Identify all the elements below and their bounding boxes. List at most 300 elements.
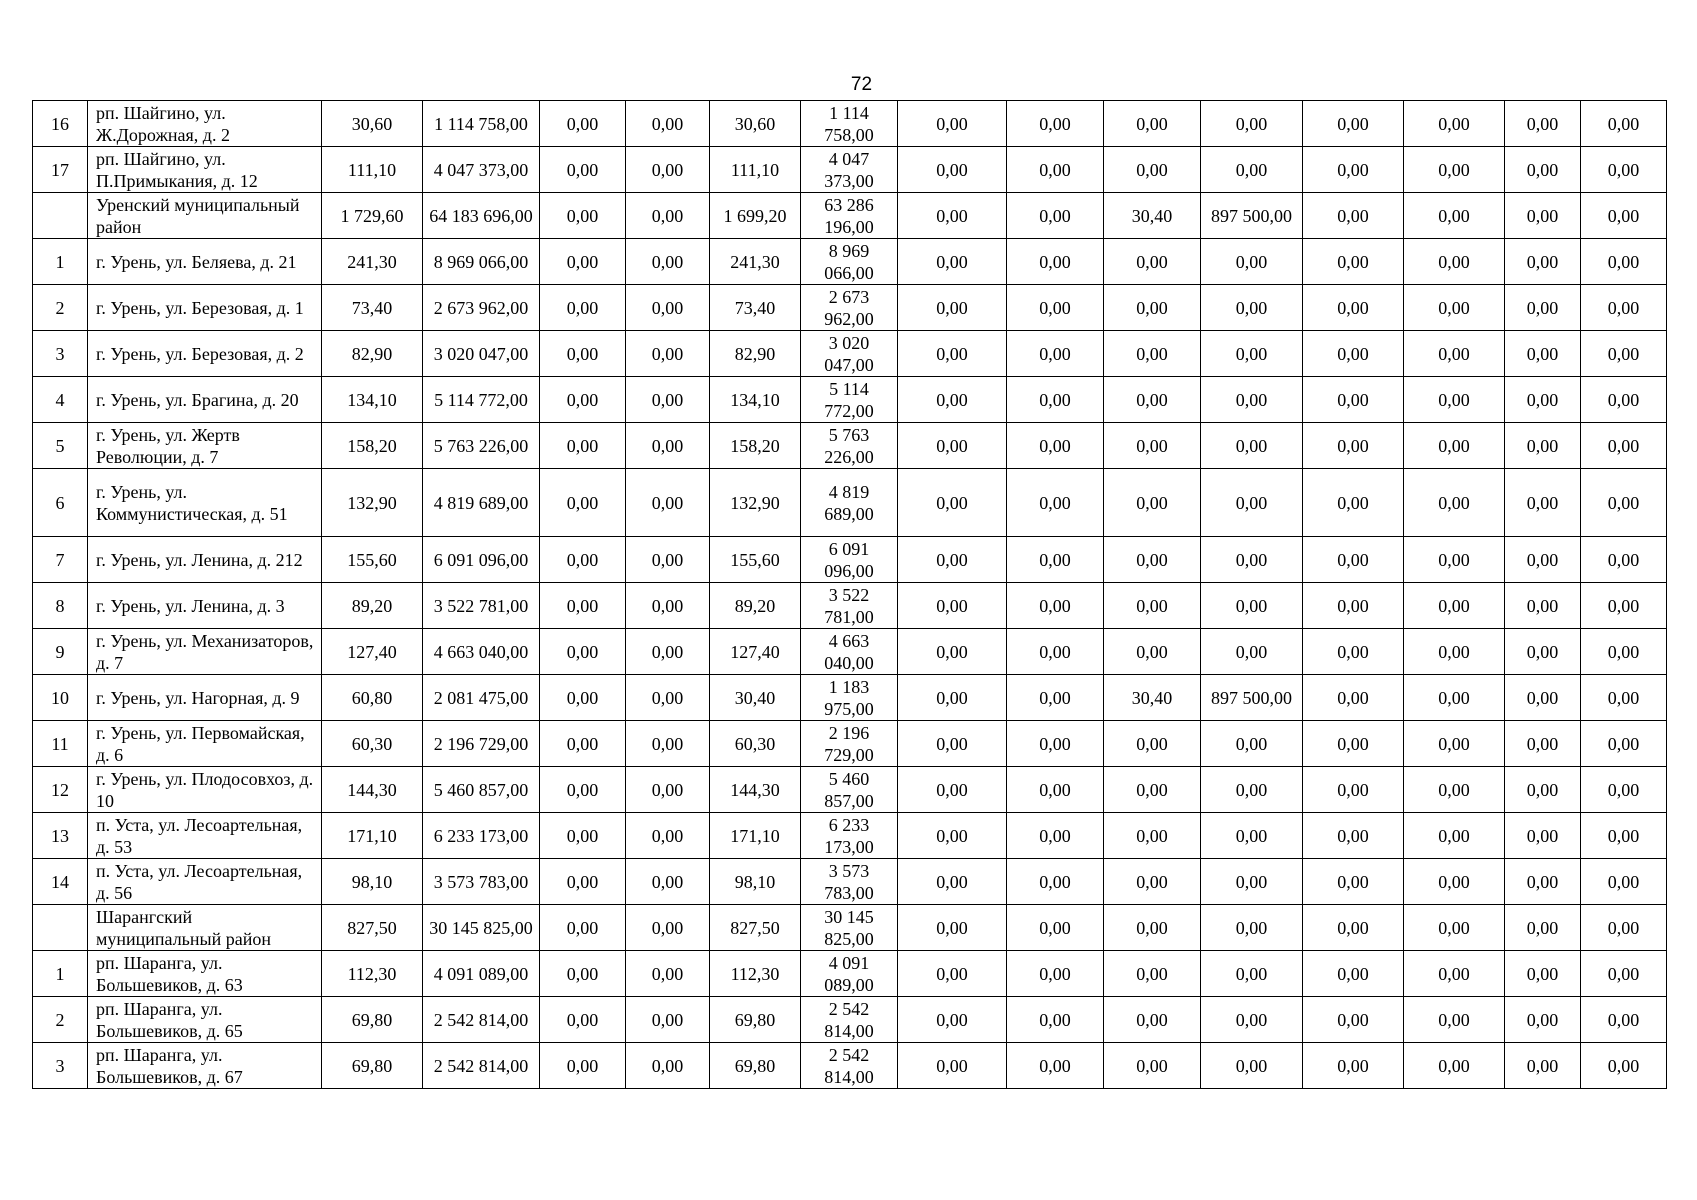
value-cell: 0,00	[1581, 285, 1667, 331]
value-cell: 0,00	[540, 997, 626, 1043]
value-cell: 82,90	[322, 331, 423, 377]
address-cell: рп. Шаранга, ул. Большевиков, д. 67	[88, 1043, 322, 1089]
value-cell: 0,00	[1303, 423, 1404, 469]
value-cell: 0,00	[626, 285, 710, 331]
value-cell: 1 114 758,00	[423, 101, 540, 147]
value-cell: 0,00	[1505, 423, 1581, 469]
value-cell: 98,10	[710, 859, 801, 905]
value-cell: 0,00	[1303, 767, 1404, 813]
value-cell: 0,00	[1201, 469, 1303, 537]
value-cell: 0,00	[1104, 859, 1201, 905]
value-cell: 0,00	[1007, 469, 1104, 537]
value-cell: 0,00	[1201, 629, 1303, 675]
table-row	[33, 675, 1667, 721]
table-row	[33, 629, 1667, 675]
address-cell: рп. Шайгино, ул. П.Примыкания, д. 12	[88, 147, 322, 193]
value-cell: 2 542 814,00	[423, 1043, 540, 1089]
value-cell: 2 542 814,00	[801, 997, 898, 1043]
value-cell: 0,00	[1201, 813, 1303, 859]
value-cell: 0,00	[540, 583, 626, 629]
table-row	[33, 997, 1667, 1043]
address-cell: Шарангский муниципальный район	[88, 905, 322, 951]
value-cell: 0,00	[1201, 583, 1303, 629]
table-row	[33, 239, 1667, 285]
value-cell: 0,00	[626, 905, 710, 951]
value-cell: 89,20	[322, 583, 423, 629]
value-cell: 69,80	[710, 997, 801, 1043]
value-cell: 0,00	[1201, 377, 1303, 423]
value-cell: 60,80	[322, 675, 423, 721]
value-cell: 69,80	[710, 1043, 801, 1089]
table-row	[33, 537, 1667, 583]
value-cell: 241,30	[710, 239, 801, 285]
value-cell: 0,00	[1581, 1043, 1667, 1089]
table-row	[33, 285, 1667, 331]
value-cell: 1 183 975,00	[801, 675, 898, 721]
value-cell: 0,00	[898, 813, 1007, 859]
value-cell: 112,30	[710, 951, 801, 997]
value-cell: 144,30	[322, 767, 423, 813]
value-cell: 0,00	[1104, 101, 1201, 147]
table-row	[33, 101, 1667, 147]
value-cell: 0,00	[1404, 583, 1505, 629]
value-cell: 0,00	[1104, 423, 1201, 469]
value-cell: 0,00	[540, 377, 626, 423]
value-cell: 98,10	[322, 859, 423, 905]
value-cell: 171,10	[710, 813, 801, 859]
value-cell: 0,00	[626, 331, 710, 377]
value-cell: 0,00	[1581, 331, 1667, 377]
value-cell: 155,60	[322, 537, 423, 583]
row-number-cell: 12	[33, 767, 88, 813]
value-cell: 0,00	[898, 147, 1007, 193]
value-cell: 127,40	[710, 629, 801, 675]
value-cell: 73,40	[322, 285, 423, 331]
value-cell: 2 196 729,00	[423, 721, 540, 767]
value-cell: 0,00	[1581, 767, 1667, 813]
value-cell: 0,00	[1303, 859, 1404, 905]
value-cell: 1 114 758,00	[801, 101, 898, 147]
value-cell: 5 763 226,00	[423, 423, 540, 469]
value-cell: 0,00	[1505, 1043, 1581, 1089]
value-cell: 0,00	[1201, 537, 1303, 583]
value-cell: 0,00	[626, 951, 710, 997]
table-row	[33, 859, 1667, 905]
value-cell: 30,40	[1104, 675, 1201, 721]
value-cell: 0,00	[1201, 997, 1303, 1043]
value-cell: 0,00	[1581, 193, 1667, 239]
value-cell: 0,00	[1581, 905, 1667, 951]
value-cell: 30,60	[322, 101, 423, 147]
value-cell: 0,00	[1581, 951, 1667, 997]
value-cell: 0,00	[626, 377, 710, 423]
value-cell: 827,50	[322, 905, 423, 951]
table-row	[33, 423, 1667, 469]
value-cell: 30,60	[710, 101, 801, 147]
value-cell: 0,00	[1505, 101, 1581, 147]
value-cell: 6 091 096,00	[801, 537, 898, 583]
value-cell: 0,00	[1404, 285, 1505, 331]
value-cell: 0,00	[1007, 423, 1104, 469]
value-cell: 0,00	[1404, 997, 1505, 1043]
value-cell: 0,00	[1505, 767, 1581, 813]
address-cell: п. Уста, ул. Лесоартельная, д. 56	[88, 859, 322, 905]
value-cell: 0,00	[1581, 377, 1667, 423]
value-cell: 0,00	[1104, 239, 1201, 285]
value-cell: 0,00	[1007, 1043, 1104, 1089]
value-cell: 0,00	[1303, 147, 1404, 193]
value-cell: 0,00	[540, 905, 626, 951]
value-cell: 4 047 373,00	[423, 147, 540, 193]
value-cell: 0,00	[898, 675, 1007, 721]
table-row	[33, 905, 1667, 951]
value-cell: 6 091 096,00	[423, 537, 540, 583]
value-cell: 241,30	[322, 239, 423, 285]
value-cell: 0,00	[540, 101, 626, 147]
value-cell: 0,00	[1104, 767, 1201, 813]
data-table	[32, 100, 1667, 1089]
value-cell: 8 969 066,00	[801, 239, 898, 285]
value-cell: 0,00	[1007, 331, 1104, 377]
value-cell: 0,00	[626, 767, 710, 813]
value-cell: 0,00	[1581, 675, 1667, 721]
value-cell: 5 114 772,00	[801, 377, 898, 423]
value-cell: 0,00	[540, 193, 626, 239]
value-cell: 5 460 857,00	[423, 767, 540, 813]
value-cell: 0,00	[1007, 583, 1104, 629]
value-cell: 0,00	[1007, 767, 1104, 813]
value-cell: 0,00	[540, 721, 626, 767]
value-cell: 4 091 089,00	[423, 951, 540, 997]
value-cell: 0,00	[626, 469, 710, 537]
value-cell: 134,10	[710, 377, 801, 423]
value-cell: 0,00	[1303, 951, 1404, 997]
value-cell: 5 763 226,00	[801, 423, 898, 469]
table-row	[33, 721, 1667, 767]
value-cell: 0,00	[1104, 997, 1201, 1043]
value-cell: 0,00	[1505, 193, 1581, 239]
value-cell: 30 145 825,00	[801, 905, 898, 951]
table-row	[33, 767, 1667, 813]
value-cell: 0,00	[540, 469, 626, 537]
value-cell: 0,00	[540, 147, 626, 193]
value-cell: 0,00	[1303, 239, 1404, 285]
value-cell: 0,00	[898, 859, 1007, 905]
value-cell: 3 020 047,00	[423, 331, 540, 377]
value-cell: 0,00	[626, 997, 710, 1043]
value-cell: 0,00	[898, 629, 1007, 675]
value-cell: 0,00	[1104, 1043, 1201, 1089]
value-cell: 132,90	[710, 469, 801, 537]
row-number-cell: 6	[33, 469, 88, 537]
value-cell: 0,00	[626, 813, 710, 859]
value-cell: 0,00	[1201, 331, 1303, 377]
value-cell: 112,30	[322, 951, 423, 997]
value-cell: 171,10	[322, 813, 423, 859]
value-cell: 64 183 696,00	[423, 193, 540, 239]
value-cell: 30,40	[1104, 193, 1201, 239]
address-cell: рп. Шаранга, ул. Большевиков, д. 65	[88, 997, 322, 1043]
value-cell: 0,00	[898, 423, 1007, 469]
value-cell: 2 673 962,00	[801, 285, 898, 331]
value-cell: 0,00	[1007, 101, 1104, 147]
value-cell: 1 699,20	[710, 193, 801, 239]
value-cell: 0,00	[1303, 997, 1404, 1043]
address-cell: г. Урень, ул. Беляева, д. 21	[88, 239, 322, 285]
value-cell: 0,00	[1201, 239, 1303, 285]
value-cell: 0,00	[1104, 721, 1201, 767]
value-cell: 0,00	[1505, 629, 1581, 675]
value-cell: 0,00	[1303, 905, 1404, 951]
row-number-cell: 1	[33, 951, 88, 997]
address-cell: п. Уста, ул. Лесоартельная, д. 53	[88, 813, 322, 859]
value-cell: 0,00	[898, 239, 1007, 285]
value-cell: 0,00	[1201, 1043, 1303, 1089]
address-cell: г. Урень, ул. Ленина, д. 212	[88, 537, 322, 583]
value-cell: 69,80	[322, 1043, 423, 1089]
value-cell: 0,00	[898, 193, 1007, 239]
value-cell: 0,00	[626, 583, 710, 629]
value-cell: 158,20	[710, 423, 801, 469]
value-cell: 4 819 689,00	[801, 469, 898, 537]
value-cell: 0,00	[540, 331, 626, 377]
value-cell: 5 114 772,00	[423, 377, 540, 423]
value-cell: 0,00	[626, 239, 710, 285]
value-cell: 0,00	[1201, 859, 1303, 905]
value-cell: 0,00	[1007, 905, 1104, 951]
value-cell: 0,00	[1404, 721, 1505, 767]
value-cell: 827,50	[710, 905, 801, 951]
table-row	[33, 583, 1667, 629]
value-cell: 0,00	[1404, 423, 1505, 469]
address-cell: г. Урень, ул. Первомайская, д. 6	[88, 721, 322, 767]
value-cell: 0,00	[1505, 997, 1581, 1043]
value-cell: 0,00	[1201, 101, 1303, 147]
value-cell: 0,00	[1201, 767, 1303, 813]
address-cell: г. Урень, ул. Жертв Революции, д. 7	[88, 423, 322, 469]
value-cell: 0,00	[1104, 813, 1201, 859]
value-cell: 4 819 689,00	[423, 469, 540, 537]
value-cell: 2 542 814,00	[423, 997, 540, 1043]
value-cell: 0,00	[1303, 285, 1404, 331]
value-cell: 0,00	[1505, 675, 1581, 721]
value-cell: 60,30	[322, 721, 423, 767]
value-cell: 4 663 040,00	[801, 629, 898, 675]
value-cell: 0,00	[1581, 423, 1667, 469]
value-cell: 0,00	[626, 193, 710, 239]
value-cell: 0,00	[1007, 629, 1104, 675]
value-cell: 0,00	[1404, 537, 1505, 583]
value-cell: 0,00	[1404, 905, 1505, 951]
value-cell: 111,10	[710, 147, 801, 193]
table-row	[33, 377, 1667, 423]
value-cell: 897 500,00	[1201, 193, 1303, 239]
value-cell: 3 522 781,00	[801, 583, 898, 629]
value-cell: 0,00	[626, 721, 710, 767]
table-row	[33, 1043, 1667, 1089]
value-cell: 0,00	[1581, 101, 1667, 147]
value-cell: 0,00	[1505, 377, 1581, 423]
value-cell: 0,00	[1104, 905, 1201, 951]
value-cell: 0,00	[1404, 193, 1505, 239]
address-cell: г. Урень, ул. Березовая, д. 2	[88, 331, 322, 377]
table-row	[33, 147, 1667, 193]
value-cell: 0,00	[1104, 629, 1201, 675]
value-cell: 0,00	[1581, 239, 1667, 285]
value-cell: 0,00	[1007, 537, 1104, 583]
address-cell: г. Урень, ул. Брагина, д. 20	[88, 377, 322, 423]
value-cell: 2 081 475,00	[423, 675, 540, 721]
value-cell: 0,00	[1404, 813, 1505, 859]
value-cell: 0,00	[1505, 721, 1581, 767]
value-cell: 8 969 066,00	[423, 239, 540, 285]
value-cell: 0,00	[1007, 377, 1104, 423]
value-cell: 0,00	[1007, 675, 1104, 721]
row-number-cell: 8	[33, 583, 88, 629]
table-row	[33, 193, 1667, 239]
value-cell: 0,00	[540, 1043, 626, 1089]
value-cell: 0,00	[540, 767, 626, 813]
value-cell: 0,00	[1201, 721, 1303, 767]
value-cell: 0,00	[1404, 951, 1505, 997]
value-cell: 0,00	[1007, 859, 1104, 905]
value-cell: 0,00	[1581, 721, 1667, 767]
row-number-cell: 2	[33, 997, 88, 1043]
value-cell: 0,00	[1303, 377, 1404, 423]
value-cell: 4 091 089,00	[801, 951, 898, 997]
row-number-cell: 2	[33, 285, 88, 331]
value-cell: 0,00	[1505, 147, 1581, 193]
value-cell: 0,00	[1007, 285, 1104, 331]
value-cell: 0,00	[626, 675, 710, 721]
address-cell: рп. Шайгино, ул. Ж.Дорожная, д. 2	[88, 101, 322, 147]
value-cell: 0,00	[1104, 331, 1201, 377]
value-cell: 0,00	[1581, 997, 1667, 1043]
value-cell: 155,60	[710, 537, 801, 583]
value-cell: 132,90	[322, 469, 423, 537]
value-cell: 0,00	[1303, 331, 1404, 377]
value-cell: 30 145 825,00	[423, 905, 540, 951]
value-cell: 0,00	[1007, 193, 1104, 239]
table-body	[33, 101, 1667, 1089]
value-cell: 0,00	[1104, 147, 1201, 193]
value-cell: 0,00	[1007, 239, 1104, 285]
row-number-cell: 1	[33, 239, 88, 285]
value-cell: 0,00	[626, 1043, 710, 1089]
value-cell: 0,00	[626, 629, 710, 675]
value-cell: 0,00	[1505, 331, 1581, 377]
value-cell: 0,00	[540, 285, 626, 331]
row-number-cell: 3	[33, 1043, 88, 1089]
value-cell: 0,00	[1104, 377, 1201, 423]
value-cell: 2 196 729,00	[801, 721, 898, 767]
value-cell: 30,40	[710, 675, 801, 721]
value-cell: 4 663 040,00	[423, 629, 540, 675]
value-cell: 127,40	[322, 629, 423, 675]
value-cell: 0,00	[1201, 423, 1303, 469]
value-cell: 158,20	[322, 423, 423, 469]
value-cell: 0,00	[1303, 583, 1404, 629]
value-cell: 0,00	[626, 147, 710, 193]
row-number-cell: 14	[33, 859, 88, 905]
value-cell: 0,00	[1303, 193, 1404, 239]
value-cell: 0,00	[1581, 859, 1667, 905]
value-cell: 0,00	[898, 721, 1007, 767]
value-cell: 73,40	[710, 285, 801, 331]
table-row	[33, 469, 1667, 537]
value-cell: 0,00	[1404, 859, 1505, 905]
row-number-cell: 13	[33, 813, 88, 859]
value-cell: 0,00	[1505, 905, 1581, 951]
value-cell: 0,00	[1303, 1043, 1404, 1089]
row-number-cell: 9	[33, 629, 88, 675]
value-cell: 0,00	[540, 813, 626, 859]
value-cell: 63 286 196,00	[801, 193, 898, 239]
row-number-cell: 3	[33, 331, 88, 377]
value-cell: 0,00	[540, 951, 626, 997]
value-cell: 3 522 781,00	[423, 583, 540, 629]
value-cell: 0,00	[1303, 721, 1404, 767]
value-cell: 0,00	[1404, 239, 1505, 285]
value-cell: 0,00	[540, 537, 626, 583]
value-cell: 0,00	[1581, 469, 1667, 537]
value-cell: 0,00	[1505, 469, 1581, 537]
value-cell: 0,00	[1104, 951, 1201, 997]
value-cell: 0,00	[1007, 951, 1104, 997]
value-cell: 0,00	[1505, 583, 1581, 629]
value-cell: 0,00	[626, 101, 710, 147]
value-cell: 0,00	[540, 629, 626, 675]
address-cell: Уренский муниципальный район	[88, 193, 322, 239]
value-cell: 0,00	[1505, 951, 1581, 997]
value-cell: 0,00	[1404, 147, 1505, 193]
value-cell: 0,00	[1201, 905, 1303, 951]
value-cell: 0,00	[540, 423, 626, 469]
value-cell: 0,00	[1404, 675, 1505, 721]
value-cell: 0,00	[1505, 239, 1581, 285]
value-cell: 0,00	[898, 469, 1007, 537]
value-cell: 3 020 047,00	[801, 331, 898, 377]
value-cell: 0,00	[898, 101, 1007, 147]
value-cell: 5 460 857,00	[801, 767, 898, 813]
value-cell: 0,00	[1581, 583, 1667, 629]
value-cell: 0,00	[1505, 859, 1581, 905]
value-cell: 0,00	[898, 997, 1007, 1043]
value-cell: 69,80	[322, 997, 423, 1043]
value-cell: 0,00	[1505, 537, 1581, 583]
row-number-cell: 17	[33, 147, 88, 193]
table-row	[33, 951, 1667, 997]
address-cell: г. Урень, ул. Плодосовхоз, д. 10	[88, 767, 322, 813]
address-cell: г. Урень, ул. Березовая, д. 1	[88, 285, 322, 331]
address-cell: г. Урень, ул. Нагорная, д. 9	[88, 675, 322, 721]
value-cell: 0,00	[1201, 147, 1303, 193]
value-cell: 0,00	[1104, 469, 1201, 537]
value-cell: 0,00	[1104, 583, 1201, 629]
value-cell: 0,00	[1404, 377, 1505, 423]
value-cell: 0,00	[540, 859, 626, 905]
value-cell: 0,00	[1201, 951, 1303, 997]
value-cell: 0,00	[1007, 813, 1104, 859]
address-cell: г. Урень, ул. Ленина, д. 3	[88, 583, 322, 629]
value-cell: 0,00	[540, 675, 626, 721]
value-cell: 2 673 962,00	[423, 285, 540, 331]
value-cell: 6 233 173,00	[801, 813, 898, 859]
value-cell: 0,00	[1007, 721, 1104, 767]
value-cell: 0,00	[540, 239, 626, 285]
value-cell: 3 573 783,00	[423, 859, 540, 905]
value-cell: 0,00	[1404, 1043, 1505, 1089]
